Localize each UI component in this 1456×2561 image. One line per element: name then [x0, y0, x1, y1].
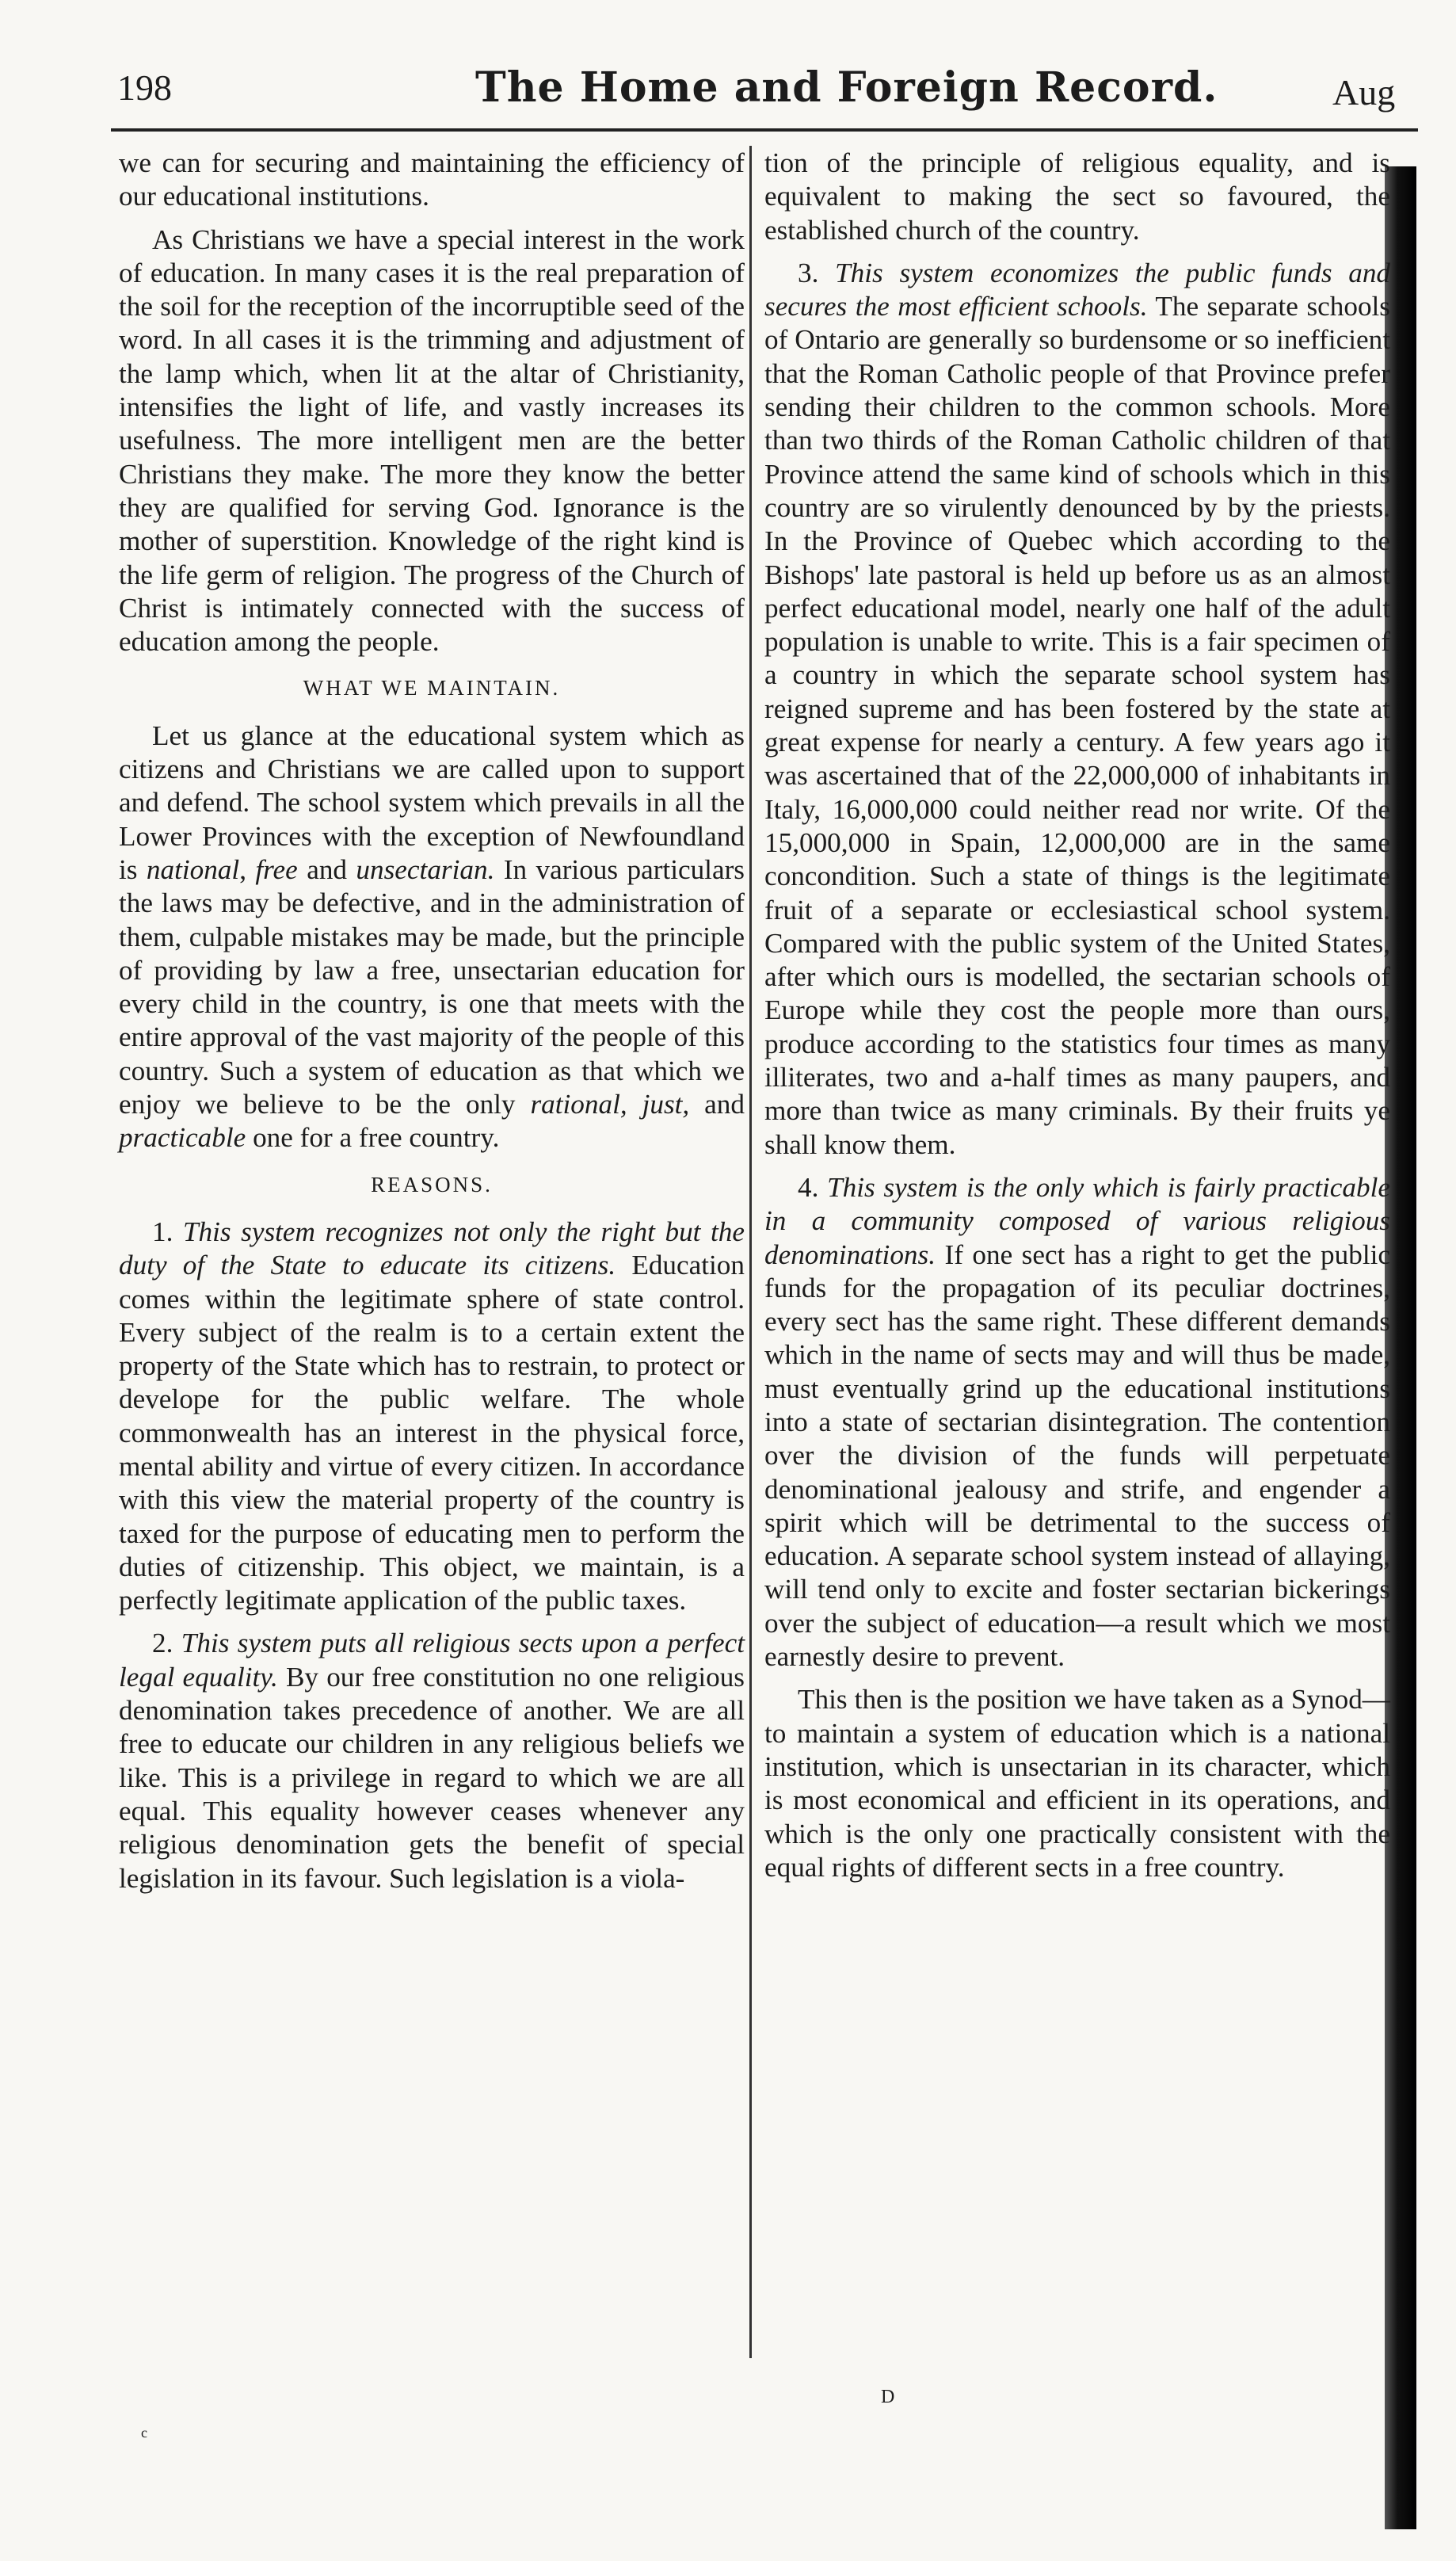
- paragraph: we can for securing and maintaining the efficiency of our educational institutions.: [119, 147, 745, 212]
- reason-number: 3.: [798, 257, 836, 288]
- page-number: 198: [117, 67, 172, 108]
- text-run: Let us glance at the educational system which as citizens and Christians we are called upon to support and defend. The school system which prevails in all the Lower Provinces with the exception of Newfoundland is: [119, 719, 745, 885]
- text-run: In various particulars the laws may be defective, and in the administration of them, culpable mistakes may be made, but the principle of providing by law a free, unsectarian education for every child in the country, is one that meets with the entire approval of the vast majority of the people of this country. Such a system of education as that which we enjoy we believe to be the only: [119, 853, 745, 1120]
- text-run: If one sect has a right to get the public funds for the propagation of its peculiar doctrines, every sect has the same right. These different demands which in the name of sects may and will thus be made, must eventually grind up the educational institutions into a state of sectarian disintegration. The contention over the division of the funds will perpetuate denominational jealousy and strife, and engender a spirit which will be detrimental to the success of education. A separate school system instead of allaying, will tend only to excite and foster sectarian bickerings over the subject of education—a result which we most earnestly desire to prevent.: [764, 1239, 1390, 1673]
- running-title: The Home and Foreign Record.: [475, 63, 1218, 112]
- reason-number: 4.: [798, 1171, 828, 1203]
- paragraph: [119, 719, 745, 1155]
- right-column: [764, 147, 1390, 1894]
- running-month: Aug: [1332, 72, 1396, 113]
- text-run: one for a free country.: [246, 1122, 500, 1154]
- paragraph: [764, 257, 1390, 1162]
- text-run: ,: [239, 853, 256, 885]
- emphasis-national: national: [146, 853, 240, 885]
- paragraph: [764, 1171, 1390, 1674]
- reason-statement: This system economizes the public funds and secures the most efficient schools.: [764, 257, 1391, 323]
- text-run: and: [297, 853, 356, 885]
- section-heading: REASONS.: [371, 1172, 493, 1197]
- reason-statement: This system puts all religious sects upon a perfect legal equality.: [119, 1628, 745, 1693]
- left-column: [119, 147, 745, 1905]
- paragraph: [119, 1216, 745, 1618]
- reason-statement: This system recognizes not only the right but the duty of the State to educate its citizens.: [119, 1216, 745, 1281]
- header-rule: [111, 128, 1418, 132]
- emphasis-practicable: practicable: [119, 1122, 246, 1154]
- section-heading: WHAT WE MAINTAIN.: [303, 676, 561, 700]
- stray-mark: c: [141, 2425, 147, 2441]
- text-run: Education comes within the legitimate sphere of state control. Every subject of the realm is to a certain extent the property of the State which has to restrain, to protect or develope for the public welfare. The whole commonwealth has an interest in the physical force, mental ability and virtue of every citizen. In accordance with this view the material property of the country is taxed for the purpose of educating men to perform the duties of citizenship. This object, we maintain, is a perfectly legitimate application of the public taxes.: [119, 1250, 745, 1616]
- emphasis-free: free: [255, 853, 298, 885]
- reason-number: 2.: [152, 1628, 181, 1659]
- paragraph: tion of the principle of religious equality, and is equivalent to making the sect so favoured, the established church of the country.: [764, 147, 1390, 246]
- emphasis-rational: rational, just,: [530, 1089, 690, 1120]
- text-run: The separate schools of Ontario are generally so burdensome or so inefficient that the Roman Catholic people of that Province prefer sending their children to the common schools. More than two thirds of the Roman Catholic children of that Province attend the same kind of schools which in this country are so virulently denounced by by the priests. In the Province of Quebec which according to the Bishops' late pastoral is held up before us as an almost perfect educational model, nearly one half of the adult population is unable to write. This is a fair specimen of a country in which the separate school system has reigned supreme and has been fostered by the state at great expense for nearly a century. A few years ago it was ascertained that of the 22,000,000 of inhabitants in Italy, 16,000,000 could neither read nor write. Of the 15,000,000 in Spain, 12,000,000 are in the same concondition. Such a state of things is the legitimate fruit of a separate or ecclesiastical school system. Compared with the public system of the United States, after which ours is modelled, the sectarian schools of Europe while they cost the people more than ours, produce according to the statistics four times as many illiterates, two and a-half times as many paupers, and more than twice as many criminals. By their fruits ye shall know them.: [764, 291, 1391, 1160]
- text-run: and: [689, 1089, 745, 1120]
- reason-number: 1.: [152, 1216, 183, 1247]
- paragraph: As Christians we have a special interest in the work of education. In many cases it is the real preparation of the soil for the reception of the incorruptible seed of the word. In all cases it is the trimming and adjustment of the lamp which, when lit at the altar of Christianity, intensifies the light of life, and vastly increases its usefulness. The more intelligent men are the better Christians they make. The more they know the better they are qualified for serving God. Ignorance is the mother of superstition. Knowledge of the right kind is the life germ of religion. The progress of the Church of Christ is intimately connected with the success of education among the people.: [119, 223, 745, 658]
- paragraph: This then is the position we have taken as a Synod—to maintain a system of education which is a national institution, which is unsectarian in its character, which is most economical and efficient in its operations, and which is the only one practically consistent with the equal rights of different sects in a free country.: [764, 1684, 1390, 1883]
- paragraph: [119, 1627, 745, 1895]
- column-divider: [749, 146, 752, 2358]
- reason-statement: This system is the only which is fairly practicable in a community composed of various religious denominations.: [764, 1171, 1390, 1270]
- emphasis-unsectarian: unsectarian.: [356, 853, 495, 885]
- signature-mark: D: [881, 2387, 895, 2407]
- text-run: By our free constitution no one religious denomination takes precedence of another. We are all free to educate our children in any religious beliefs we like. This is a privilege in regard to which we are all equal. This equality however ceases whenever any religious denomination gets the benefit of special legislation in its favour. Such legislation is a viola-: [119, 1661, 745, 1894]
